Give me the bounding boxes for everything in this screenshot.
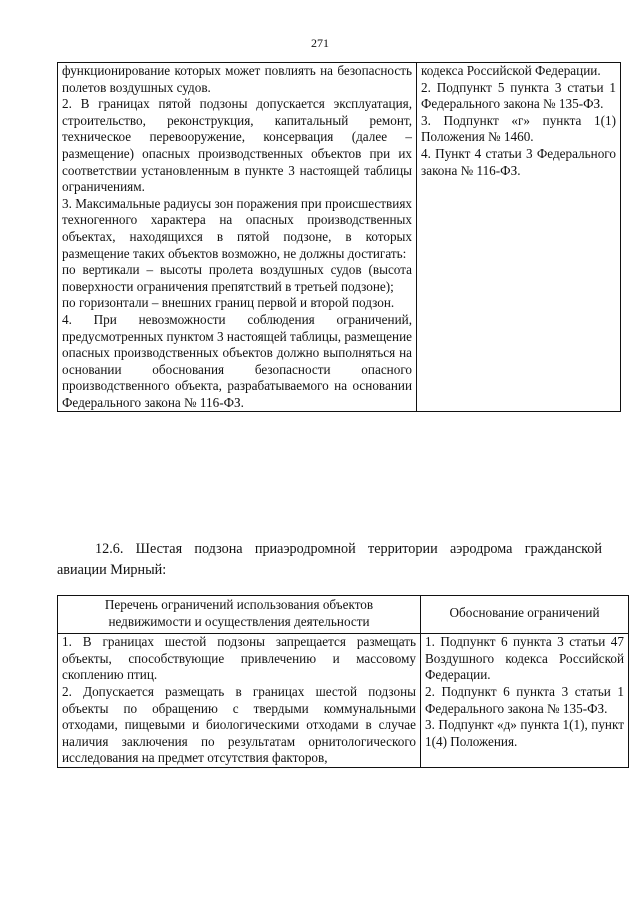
paragraph: 2. Подпункт 6 пункта 3 статьи 1 Федерального закона № 135-ФЗ. [425, 683, 624, 716]
table-row [58, 63, 621, 412]
justification-cell [417, 63, 621, 412]
restrictions-table-zone5 [57, 62, 621, 412]
table-header-row [58, 596, 629, 634]
column-header-restrictions: Перечень ограничений использования объектов недвижимости и осуществления деятельности [58, 596, 421, 634]
paragraph: 2. В границах пятой подзоны допускается эксплуатация, строительство, реконструкция, капитальный ремонт, техническое перевооружение, консервация (далее – размещение) опасных производственных объектов при их соответствии установленным в пункте 3 настоящей таблицы ограничениям. [62, 96, 412, 195]
paragraph: по горизонтали – внешних границ первой и второй подзон. [62, 295, 395, 311]
section-heading-text: 12.6. Шестая подзона приаэродромной территории аэродрома гражданской авиации Мирный: [57, 541, 602, 578]
paragraph: 1. В границах шестой подзоны запрещается размещать объекты, способствующие привлечению и массовому скоплению птиц. [62, 634, 416, 683]
page-number: 271 [311, 36, 329, 50]
restrictions-cell [58, 634, 421, 768]
paragraph: по вертикали – высоты пролета воздушных судов (высота поверхности ограничения препятствий в третьей подзоне); [62, 262, 412, 294]
paragraph: 3. Подпункт «д» пункта 1(1), пункт 1(4) Положения. [425, 717, 624, 749]
paragraph: 3. Максимальные радиусы зон поражения при происшествиях техногенного характера на опасных производственных объектах, находящихся в пятой подзоне, в которых размещение таких объектов возможно, не должны достигать: [62, 195, 412, 261]
restrictions-table-zone6 [57, 595, 629, 768]
paragraph: 1. Подпункт 6 пункта 3 статьи 47 Воздушного кодекса Российской Федерации. [425, 634, 624, 683]
justification-cell [421, 634, 629, 768]
table-row [58, 634, 629, 768]
section-heading [57, 539, 602, 581]
paragraph: 4. Пункт 4 статьи 3 Федерального закона № 116-ФЗ. [421, 145, 616, 178]
paragraph: 4. При невозможности соблюдения ограничений, предусмотренных пунктом 3 настоящей таблицы, размещение опасных производственных объектов должно выполняться на основании обоснования безопасности опасного производственного объекта, разрабатываемого на основании Федерального закона № 116-ФЗ. [62, 311, 412, 410]
paragraph: 2. Подпункт 5 пункта 3 статьи 1 Федерального закона № 135-ФЗ. [421, 79, 616, 112]
column-header-justification: Обоснование ограничений [421, 596, 629, 634]
paragraph: 2. Допускается размещать в границах шестой подзоны объекты по обращению с твердыми коммунальными отходами, пищевыми и биологическими отходами в случае наличия заключения по результатам орнитологического исследования на предмет отсутствия факторов, [62, 683, 416, 766]
restrictions-cell [58, 63, 417, 412]
paragraph: кодекса Российской Федерации. [421, 63, 601, 78]
paragraph: 3. Подпункт «г» пункта 1(1) Положения № 1460. [421, 112, 616, 145]
paragraph: функционирование которых может повлиять на безопасность полетов воздушных судов. [62, 63, 412, 95]
